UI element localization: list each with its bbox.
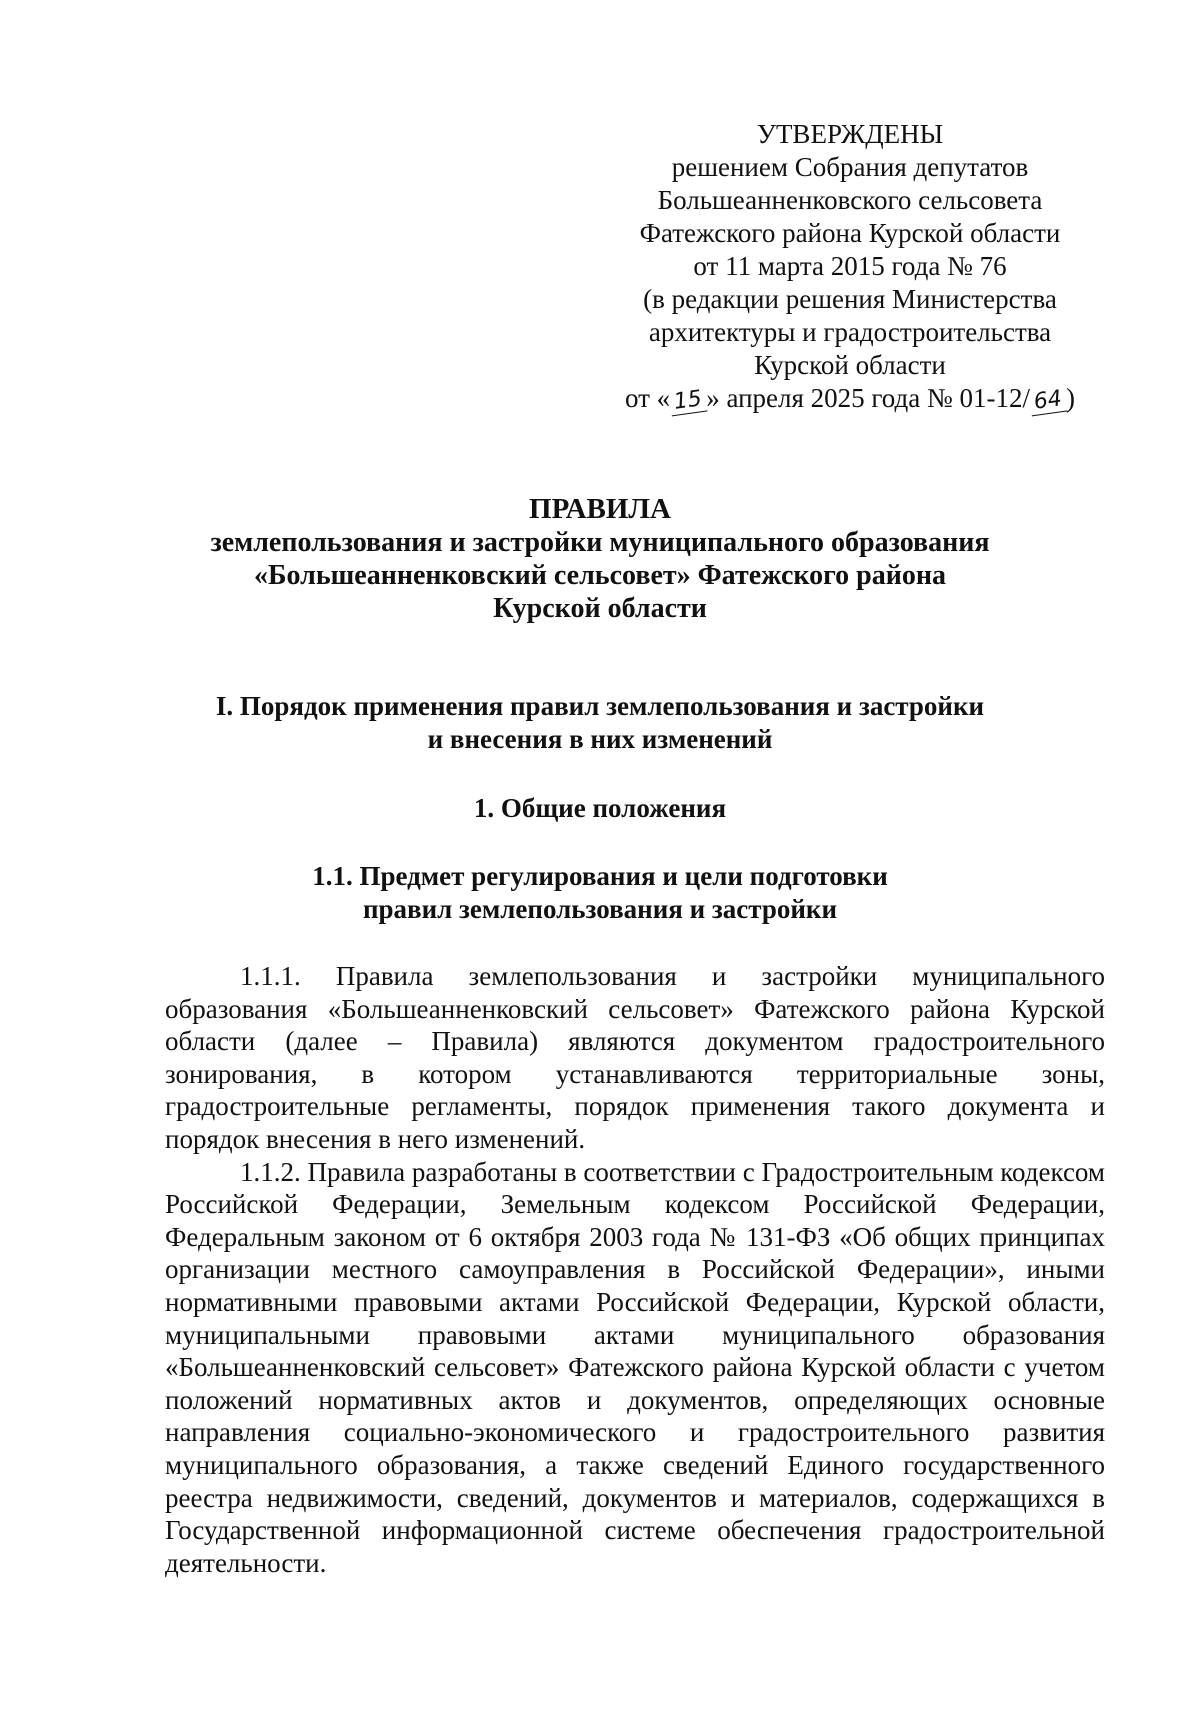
subsection-heading-subject [120,860,1080,926]
title-line: землепользования и застройки муниципального образования [210,527,990,558]
subsection-heading-line: правил землепользования и застройки [362,894,838,924]
document-title [120,493,1080,625]
section-heading-line: и внесения в них изменений [427,724,773,754]
approval-line: от 11 марта 2015 года № 76 [693,251,1007,281]
section-heading [120,690,1080,756]
approval-line: Курской области [754,350,946,380]
title-line: Курской области [493,593,707,624]
handwritten-number: 64 [1028,387,1067,417]
section-heading-line: I. Порядок применения правил землепользования и застройки [215,691,985,721]
approval-line: Большеанненковского сельсовета [657,185,1043,215]
subsection-heading-general [120,792,1080,825]
subsection-heading-line: 1. Общие положения [473,793,727,823]
title-main: ПРАВИЛА [529,493,671,525]
handwritten-day: 15 [669,387,708,417]
paragraph-1-1-2: 1.1.2. Правила разработаны в соответствии с Градостроительным кодексом Российской Федерации, Земельным кодексом Российской Федерации, Федеральным законом от 6 октября 2003 года № 131-ФЗ «Об общих принципах организации местного самоуправления в Российской Федерации», иными нормативными правовыми актами Российской Федерации, Курской области, муниципальными правовыми актами муниципального образования «Большеанненковский сельсовет» Фатежского района Курской области с учетом положений нормативных актов и документов, определяющих основные направления социально-экономического и градостроительного развития муниципального образования, а также сведений Единого государственного реестра недвижимости, сведений, документов и материалов, содержащихся в Государственной информационной системе обеспечения градостроительной деятельности. [165,1156,1105,1578]
approval-date-mid: » апреля 2025 года № 01-12/ [706,383,1030,413]
approval-line: Фатежского района Курской области [639,218,1061,248]
title-line: «Большеанненковский сельсовет» Фатежского района [253,560,946,591]
document-body [165,960,1105,1579]
approval-line: (в редакции решения Министерства [643,284,1057,314]
approval-date-line [590,382,1110,415]
approval-line: архитектуры и градостроительства [648,317,1052,347]
paragraph-1-1-1: 1.1.1. Правила землепользования и застройки муниципального образования «Большеанненковский сельсовет» Фатежского района Курской области (далее – Правила) являются документом градостроительного зонирования, в котором устанавливаются территориальные зоны, градостроительные регламенты, порядок применения такого документа и порядок внесения в него изменений. [165,961,1105,1154]
approval-block [590,118,1110,415]
approval-line: решением Собрания депутатов [671,152,1029,182]
subsection-heading-line: 1.1. Предмет регулирования и цели подготовки [312,861,888,891]
approval-date-prefix: от « [624,383,671,413]
approval-heading: УТВЕРЖДЕНЫ [756,119,944,149]
approval-date-suffix: ) [1066,383,1075,413]
